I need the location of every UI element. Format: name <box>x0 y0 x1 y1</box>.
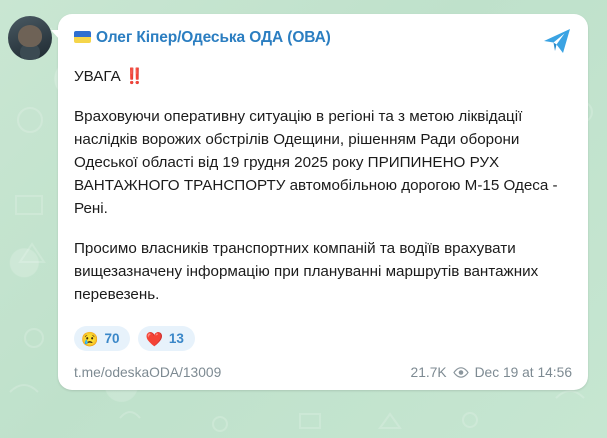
eye-icon <box>453 367 469 378</box>
avatar[interactable] <box>8 16 52 60</box>
reactions-bar <box>74 326 572 351</box>
channel-name-text: Олег Кіпер/Одеська ОДА (ОВА) <box>96 29 331 46</box>
telegram-send-icon[interactable] <box>542 26 572 56</box>
reaction-crying-face[interactable] <box>74 326 130 351</box>
message-title-line <box>74 65 572 88</box>
message-permalink[interactable]: t.me/odeskaODA/13009 <box>74 365 222 380</box>
reaction-red-heart[interactable] <box>138 326 194 351</box>
channel-title[interactable] <box>74 28 331 48</box>
message-paragraph-1: Враховуючи оперативну ситуацію в регіоні та з метою ліквідації наслідків ворожих обстрілів Одещини, рішенням Ради оборони Одеської області від 19 грудня 2025 року ПРИПИНЕНО РУХ ВАНТАЖНОГО ТРАНСПОРТУ автомобільною дорогою М-15 Одеса - Рені. <box>74 108 558 217</box>
message-header <box>74 28 572 56</box>
message-meta <box>411 365 572 380</box>
crying-face-reaction-icon: 😢 <box>81 330 99 347</box>
message-date: Dec 19 at 14:56 <box>474 365 572 380</box>
message-bubble <box>58 14 588 390</box>
reaction-count: 70 <box>104 331 120 346</box>
double-exclamation-icon: ‼️ <box>124 68 145 85</box>
reaction-count: 13 <box>168 331 184 346</box>
message-title-text: УВАГА <box>74 68 121 85</box>
ukraine-flag-icon <box>74 31 91 43</box>
message-footer <box>74 365 572 380</box>
message-paragraph-2: Просимо власників транспортних компаній та водіїв врахувати вищезазначену інформацію при плануванні маршрутів вантажних перевезень. <box>74 240 539 303</box>
view-count: 21.7K <box>410 365 447 380</box>
red-heart-reaction-icon: ❤️ <box>145 330 163 347</box>
message-text <box>74 65 572 306</box>
